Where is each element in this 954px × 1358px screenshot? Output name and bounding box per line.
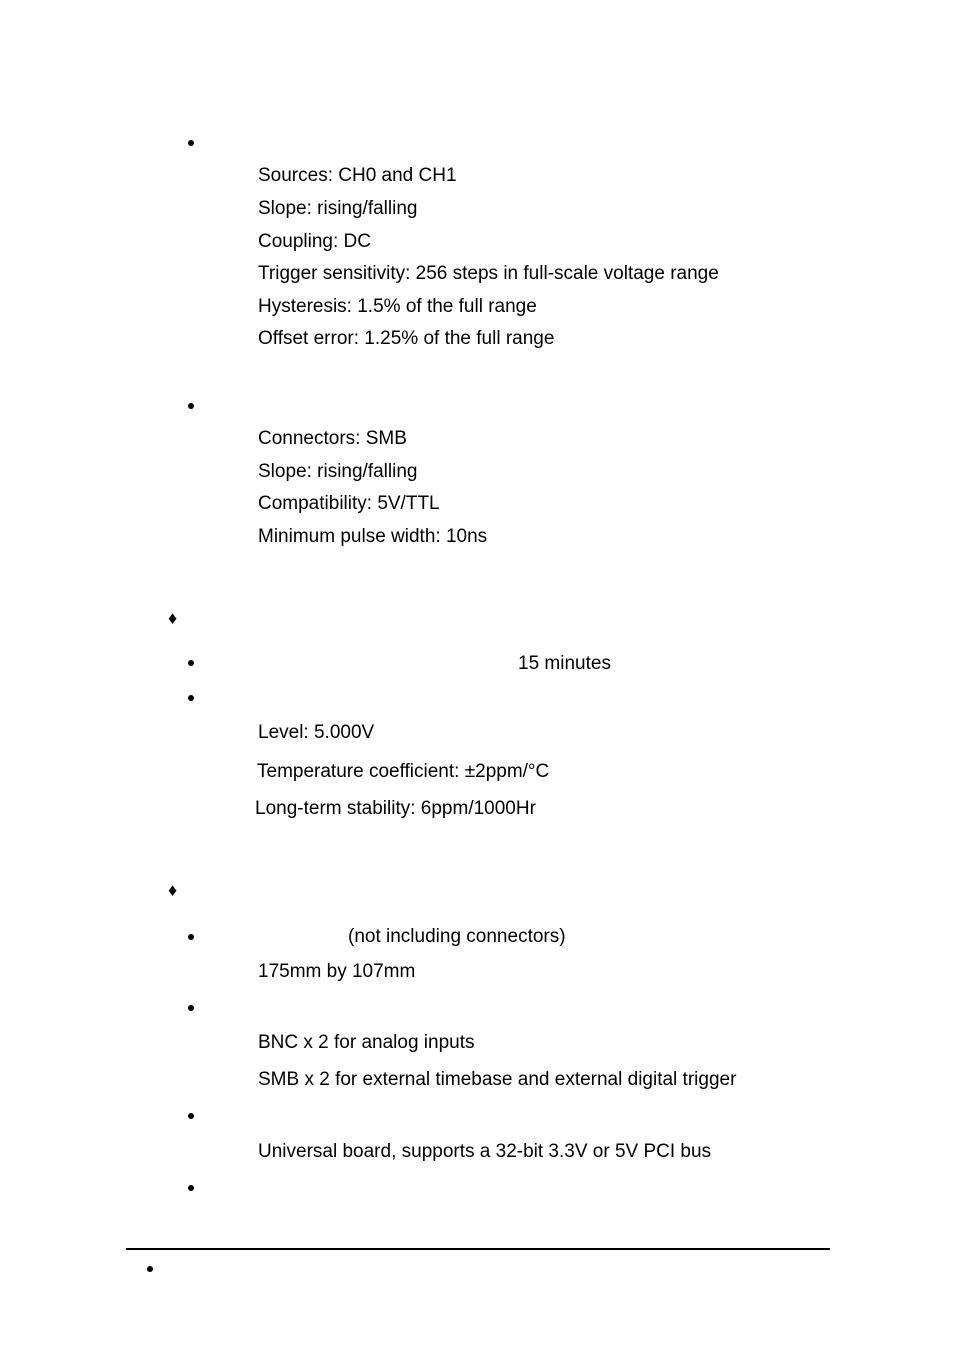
- footer-divider: [126, 1248, 830, 1250]
- analog-trigger-coupling: Coupling: DC: [258, 231, 371, 252]
- bullet-reference: [188, 695, 194, 701]
- analog-trigger-hysteresis: Hysteresis: 1.5% of the full range: [258, 296, 537, 317]
- bullet-analog-trigger: [188, 140, 194, 146]
- bullet-connectors: [188, 1005, 194, 1011]
- diamond-bullet-calibration: ♦: [168, 608, 178, 628]
- diamond-bullet-physical: ♦: [168, 880, 178, 900]
- warmup-time-value: 15 minutes: [518, 653, 611, 674]
- bus-interface: Universal board, supports a 32-bit 3.3V or 5V PCI bus: [258, 1141, 712, 1162]
- bullet-digital-trigger: [188, 403, 194, 409]
- reference-long-term-stability: Long-term stability: 6ppm/1000Hr: [255, 798, 536, 819]
- reference-temp-coefficient: Temperature coefficient: ±2ppm/°C: [257, 761, 550, 782]
- connector-bnc: BNC x 2 for analog inputs: [258, 1032, 475, 1053]
- bullet-warmup: [188, 660, 194, 666]
- analog-trigger-offset-error: Offset error: 1.25% of the full range: [258, 328, 555, 349]
- analog-trigger-slope: Slope: rising/falling: [258, 198, 418, 219]
- bullet-dimensions: [188, 934, 194, 940]
- digital-trigger-min-pulse: Minimum pulse width: 10ns: [258, 526, 488, 547]
- connector-smb: SMB x 2 for external timebase and external digital trigger: [258, 1069, 737, 1090]
- reference-level: Level: 5.000V: [258, 722, 375, 743]
- bullet-empty: [188, 1185, 194, 1191]
- dimensions-note: (not including connectors): [348, 926, 566, 947]
- bullet-footer: [147, 1266, 153, 1272]
- dimensions-value: 175mm by 107mm: [258, 961, 416, 982]
- digital-trigger-compatibility: Compatibility: 5V/TTL: [258, 493, 440, 514]
- bullet-bus: [188, 1113, 194, 1119]
- analog-trigger-sensitivity: Trigger sensitivity: 256 steps in full-scale voltage range: [258, 263, 719, 284]
- digital-trigger-connectors: Connectors: SMB: [258, 428, 407, 449]
- digital-trigger-slope: Slope: rising/falling: [258, 461, 418, 482]
- analog-trigger-sources: Sources: CH0 and CH1: [258, 165, 457, 186]
